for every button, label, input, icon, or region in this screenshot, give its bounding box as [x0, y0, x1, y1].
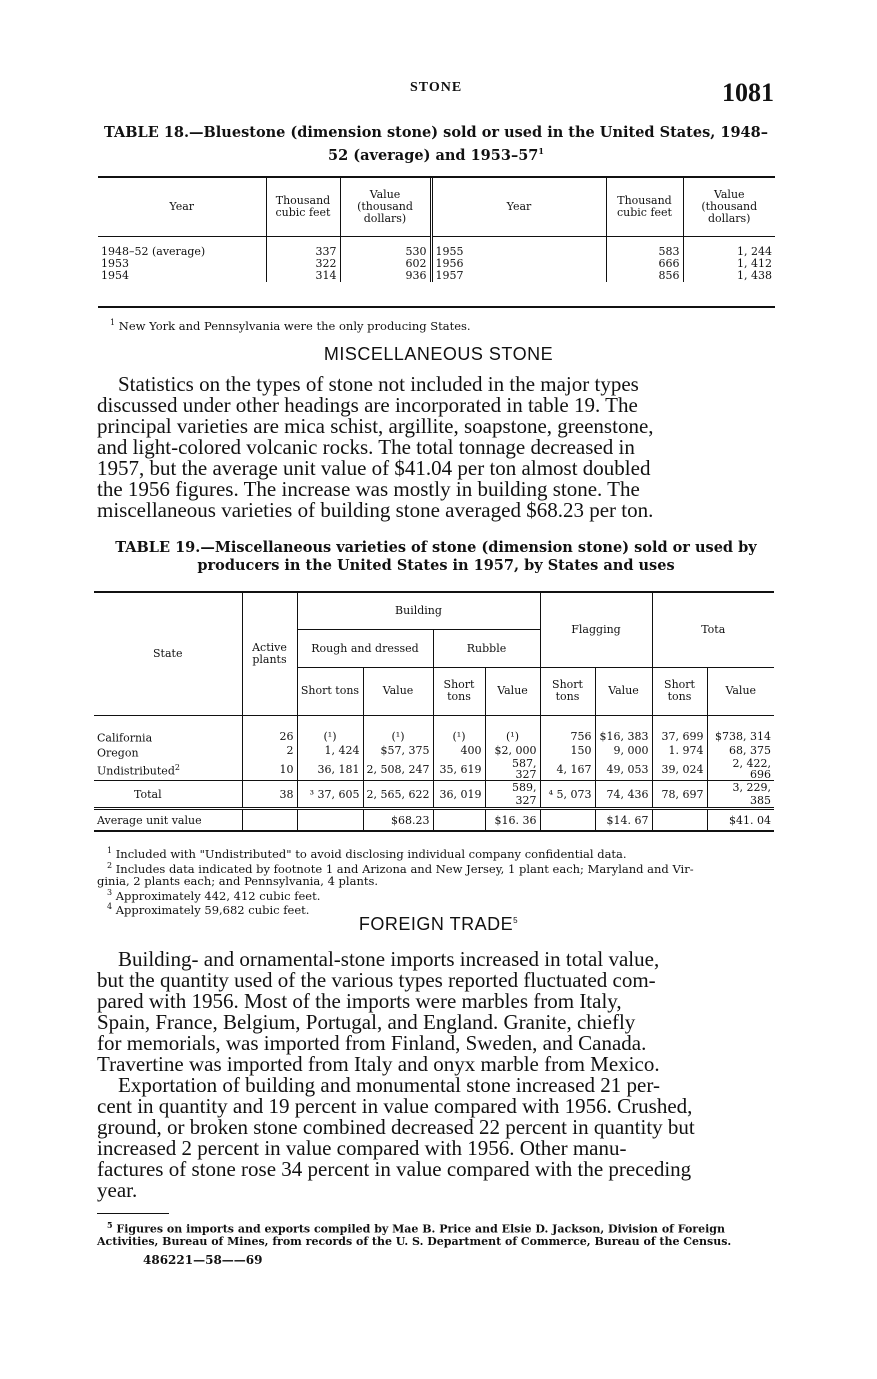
t18-year: 1957: [431, 270, 606, 282]
t19-fl-value: 9, 000: [595, 744, 652, 759]
t19-rb-value: 587, 327: [485, 758, 540, 781]
t19-head-value: Value: [363, 667, 433, 715]
t19-t-value: $738, 314: [707, 729, 774, 744]
footnote-text: ginia, 2 plants each; and Pennsylvania, 4 plants.: [97, 873, 379, 888]
t18-cubic: 583: [606, 246, 683, 258]
foreign-heading-mark: 5: [513, 916, 519, 925]
t19-avg-fl-value: $14. 67: [595, 809, 652, 831]
t19-rd-tons: (¹): [297, 729, 363, 744]
footnote-text: Included with "Undistributed" to avoid disclosing individual company confidential data.: [115, 846, 627, 861]
table-row: [98, 270, 775, 282]
text-line: but the quantity used of the various types reported fluctuated com-: [97, 968, 656, 992]
text-line: 1957, but the average unit value of $41.04 per ton almost doubled: [97, 456, 651, 480]
footnote: [97, 887, 775, 902]
t19-head-short-tons: Short tons: [652, 667, 707, 715]
table18: [98, 178, 775, 282]
text-line: Statistics on the types of stone not included in the major types: [118, 372, 639, 396]
imprint-line: 486221—58——69: [143, 1253, 263, 1267]
t19-head-short-tons: Short tons: [540, 667, 595, 715]
t19-rd-tons: 1, 424: [297, 744, 363, 759]
table19-label: TABLE 19.—: [115, 539, 215, 556]
table-row: [94, 744, 774, 759]
t19-rd-value: (¹): [363, 729, 433, 744]
text-line: factures of stone rose 34 percent in value compared with the preceding: [97, 1157, 692, 1181]
t19-total-label: Total: [94, 781, 242, 809]
footnote-mark: 5: [107, 1220, 113, 1230]
t19-total-t-tons: 78, 697: [652, 781, 707, 809]
text-line: for memorials, was imported from Finland, Sweden, and Canada.: [97, 1031, 647, 1055]
t18-value: 530: [340, 246, 431, 258]
foreign-paragraph-2: [97, 1075, 775, 1201]
text-line: Exportation of building and monumental stone increased 21 per-: [118, 1073, 660, 1097]
t19-total-plants: 38: [242, 781, 297, 809]
table19: [94, 593, 774, 832]
footnote: [97, 875, 775, 887]
footnote-text: Includes data indicated by footnote 1 and Arizona and New Jersey, 1 plant each; Maryland and Vir-: [115, 861, 694, 876]
t18-value: 1, 438: [683, 270, 775, 282]
footnote: [97, 860, 775, 875]
t19-rb-tons: (¹): [433, 729, 485, 744]
t19-rd-tons: 36, 181: [297, 758, 363, 781]
t18-year: 1953: [101, 257, 129, 270]
t18-year: 1956: [431, 258, 606, 270]
text-line: cent in quantity and 19 percent in value compared with 1956. Crushed,: [97, 1094, 693, 1118]
table18-caption: [96, 124, 776, 165]
t19-avg-t-value: $41. 04: [707, 809, 774, 831]
t18-head-value-right: Value (thousand dollars): [683, 178, 775, 236]
t19-fl-tons: 150: [540, 744, 595, 759]
t19-t-tons: 37, 699: [652, 729, 707, 744]
table19-caption: [96, 539, 776, 575]
footnote-mark: 1: [107, 846, 113, 855]
t19-rb-tons: 400: [433, 744, 485, 759]
t18-cubic: 666: [606, 258, 683, 270]
text-line: pared with 1956. Most of the imports were marbles from Italy,: [97, 989, 622, 1013]
misc-paragraph: [97, 374, 775, 521]
misc-heading: MISCELLANEOUS STONE: [323, 344, 554, 364]
t19-head-state: State: [94, 593, 242, 715]
t19-head-rubble: Rubble: [433, 629, 540, 667]
t19-t-tons: 1. 974: [652, 744, 707, 759]
t19-total-fl-value: 74, 436: [595, 781, 652, 809]
table19-title: Miscellaneous varieties of stone (dimension stone) sold or used by producers in the United States in 1957, by States and uses: [197, 539, 757, 574]
table18-footnote-text: New York and Pennsylvania were the only producing States.: [118, 318, 471, 333]
t18-year: 1955: [431, 246, 606, 258]
table18-label: TABLE 18.—: [104, 124, 204, 141]
t19-rb-tons: 35, 619: [433, 758, 485, 781]
table18-bottom-rule: [98, 306, 775, 308]
t19-rb-value: (¹): [485, 729, 540, 744]
footnote-separator: [97, 1213, 169, 1214]
footnote-mark: 3: [107, 887, 113, 897]
t18-head-cubic-right: Thousand cubic feet: [606, 178, 683, 236]
footnote: [97, 845, 775, 860]
footnote-mark: 2: [107, 860, 113, 870]
t18-cubic: 337: [266, 246, 340, 258]
t19-head-flagging: Flagging: [540, 593, 652, 667]
table18-caption-mark: 1: [538, 146, 544, 156]
footnote-text: Figures on imports and exports compiled by Mae B. Price and Elsie D. Jackson, Division of Foreign: [116, 1222, 725, 1236]
t19-plants: 26: [242, 729, 297, 744]
t19-rb-value: $2, 000: [485, 744, 540, 759]
text-line: year.: [97, 1178, 138, 1202]
running-title: STONE: [410, 80, 463, 95]
t19-head-active: Active plants: [242, 593, 297, 715]
t18-head-year-left: Year: [98, 178, 266, 236]
t19-t-tons: 39, 024: [652, 758, 707, 781]
t19-t-value: 2, 422, 696: [707, 758, 774, 781]
t18-value: 602: [340, 258, 431, 270]
foreign-heading: [0, 914, 877, 935]
t19-head-rough: Rough and dressed: [297, 629, 433, 667]
t18-head-value-left: Value (thousand dollars): [340, 178, 431, 236]
text-line: increased 2 percent in value compared with 1956. Other manu-: [97, 1136, 627, 1160]
t19-avg-rd-value: $68.23: [363, 809, 433, 831]
t18-year: 1948–52 (average): [101, 245, 206, 258]
t19-fl-tons: 756: [540, 729, 595, 744]
t19-state-name: California: [97, 731, 153, 745]
text-line: principal varieties are mica schist, argillite, soapstone, greenstone,: [97, 414, 654, 438]
t19-head-short-tons: Short tons: [297, 667, 363, 715]
text-line: Spain, France, Belgium, Portugal, and England. Granite, chiefly: [97, 1010, 636, 1034]
t19-avg-rb-value: $16. 36: [485, 809, 540, 831]
text-line: the 1956 figures. The increase was mostly in building stone. The: [97, 477, 640, 501]
foreign-paragraph-1: [97, 949, 775, 1075]
text-line: and light-colored volcanic rocks. The total tonnage decreased in: [97, 435, 635, 459]
t19-total-fl-tons: ⁴ 5, 073: [540, 781, 595, 809]
t19-total-rd-value: 2, 565, 622: [363, 781, 433, 809]
footnote-line: Activities, Bureau of Mines, from records of the U. S. Department of Commerce, Bureau of the Census.: [97, 1234, 732, 1248]
text-line: ground, or broken stone combined decreased 22 percent in quantity but: [97, 1115, 695, 1139]
t19-rd-value: 2, 508, 247: [363, 758, 433, 781]
table18-footnote: [110, 317, 471, 332]
table-row: [94, 758, 774, 781]
t18-cubic: 856: [606, 270, 683, 282]
t19-t-value: 68, 375: [707, 744, 774, 759]
table-row-total: [94, 781, 774, 809]
text-line: Building- and ornamental-stone imports increased in total value,: [118, 947, 660, 971]
t19-head-value: Value: [595, 667, 652, 715]
t19-total-rb-value: 589, 327: [485, 781, 540, 809]
t18-value: 1, 412: [683, 258, 775, 270]
t19-total-rb-tons: 36, 019: [433, 781, 485, 809]
t19-plants: 10: [242, 758, 297, 781]
t19-fl-tons: 4, 167: [540, 758, 595, 781]
foreign-heading-text: FOREIGN TRADE: [358, 914, 514, 934]
t19-fl-value: 49, 053: [595, 758, 652, 781]
t18-head-cubic-left: Thousand cubic feet: [266, 178, 340, 236]
t19-head-value: Value: [707, 667, 774, 715]
footnote-text: Approximately 59,682 cubic feet.: [115, 903, 310, 918]
t19-total-t-value: 3, 229, 385: [707, 781, 774, 809]
t18-cubic: 322: [266, 258, 340, 270]
t19-avg-label: Average unit value: [94, 809, 242, 831]
t19-state-mark: 2: [174, 762, 180, 772]
t19-fl-value: $16, 383: [595, 729, 652, 744]
table18-title: Bluestone (dimension stone) sold or used in the United States, 1948–52 (average) and 1953–57: [203, 124, 768, 164]
t19-state: [94, 758, 242, 781]
footnote-line: [97, 1219, 775, 1236]
t19-total-rd-tons: ³ 37, 605: [297, 781, 363, 809]
t19-state-name: Oregon: [97, 746, 139, 760]
t19-head-total: Tota: [652, 593, 774, 667]
t19-head-value: Value: [485, 667, 540, 715]
t19-state-name: Undistributed: [97, 764, 175, 778]
page-number: 1081: [722, 78, 774, 107]
t19-head-building: Building: [297, 593, 540, 629]
text-line: discussed under other headings are incorporated in table 19. The: [97, 393, 638, 417]
t19-plants: 2: [242, 744, 297, 759]
text-line: miscellaneous varieties of building stone averaged $68.23 per ton.: [97, 498, 654, 522]
t18-value: 936: [340, 270, 431, 282]
t19-state: [94, 744, 242, 759]
foreign-footnote: [97, 1219, 775, 1248]
text-line: Travertine was imported from Italy and onyx marble from Mexico.: [97, 1052, 660, 1076]
table19-footnotes: [97, 845, 775, 916]
table-row-average: [94, 809, 774, 831]
t19-state: [94, 729, 242, 744]
t19-rd-value: $57, 375: [363, 744, 433, 759]
footnote-text: Approximately 442, 412 cubic feet.: [115, 888, 321, 903]
t18-cubic: 314: [266, 270, 340, 282]
table-row: [94, 729, 774, 744]
t18-head-year-right: Year: [431, 178, 606, 236]
t18-value: 1, 244: [683, 246, 775, 258]
table18-footnote-mark: 1: [110, 318, 116, 327]
t18-year: 1954: [101, 269, 129, 282]
footnote-mark: 4: [107, 902, 113, 912]
t19-head-short-tons: Short tons: [433, 667, 485, 715]
